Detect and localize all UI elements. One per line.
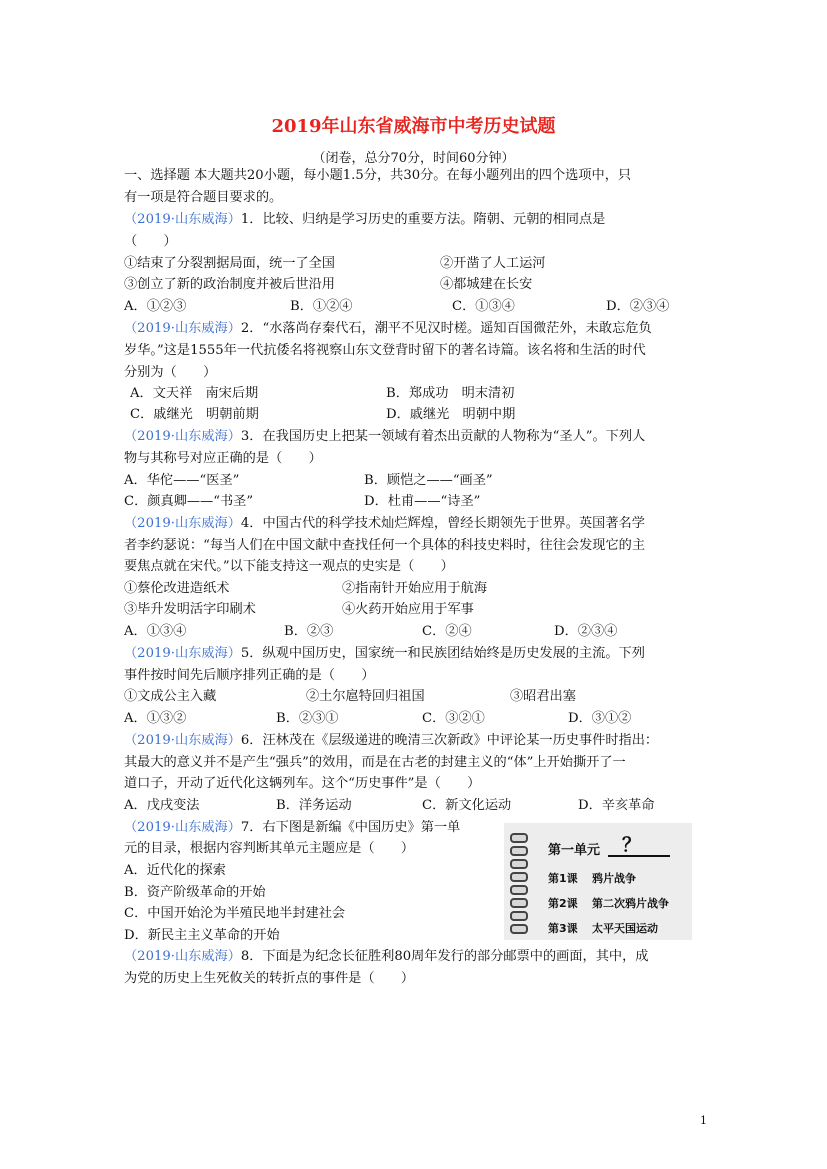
question-2-option-c: C．戚继光 明朝前期 (130, 407, 259, 422)
question-5-option-d: D．③①② (568, 711, 632, 726)
question-6-stem: （2019·山东威海）6．汪林茂在《层级递进的晚清三次新政》中评论某一历史事件时指出： (124, 733, 659, 748)
question-1-option-d: D．②③④ (606, 299, 670, 314)
question-6-stem: 其最大的意义并不是产生“强兵”的效用，而是在古老的封建主义的“体”上开始撕开了一 (124, 755, 626, 770)
question-6-option-c: C．新文化运动 (422, 798, 512, 813)
source-tag: （2019·山东威海） (124, 429, 241, 444)
question-2-stem: （2019·山东威海）2．“水落尚存秦代石，潮平不见汉时槎。遥知百国微茫外，未敢忘危负 (124, 321, 652, 336)
question-3-stem: （2019·山东威海）3．在我国历史上把某一领域有着杰出贡献的人物称为“圣人”。下列人 (124, 429, 646, 444)
question-7-option-d: D．新民主主义革命的开始 (124, 928, 280, 943)
lesson-3-title: 太平天国运动 (592, 922, 658, 935)
question-5-option-a: A．①③② (124, 711, 187, 726)
lesson-1-number: 第1课 (548, 872, 578, 885)
source-tag: （2019·山东威海） (124, 516, 241, 531)
question-5-item: ③昭君出塞 (510, 689, 576, 704)
question-4-item: ②指南针开始应用于航海 (342, 581, 488, 596)
source-tag: （2019·山东威海） (124, 733, 241, 748)
question-1-item: ①结束了分裂割据局面，统一了全国 (124, 256, 335, 271)
question-1-item: ②开凿了人工运河 (440, 256, 546, 271)
question-4-stem: 者李约瑟说：“每当人们在中国文献中查找任何一个具体的科技史料时，往往会发现它的主 (124, 538, 646, 553)
question-4-option-d: D．②③④ (554, 624, 618, 639)
question-4-stem: 要焦点就在宋代。”以下能支持这一观点的史实是（ ） (124, 559, 454, 574)
section-intro-line: 有一项是符合题目要求的。 (124, 190, 283, 205)
exam-info: （闭卷，总分70分，时间60分钟） (312, 151, 515, 166)
question-4-item: ③毕升发明活字印刷术 (124, 602, 256, 617)
question-8-stem: （2019·山东威海）8．下面是为纪念长征胜利80周年发行的部分邮票中的画面，其中，成 (124, 949, 649, 964)
textbook-contents-figure (504, 823, 692, 940)
lesson-3-number: 第3课 (548, 922, 578, 935)
lesson-1-title: 鸦片战争 (592, 872, 636, 885)
question-4-option-b: B．②③ (284, 624, 334, 639)
question-7-stem: 元的目录，根据内容判断其单元主题应是（ ） (124, 841, 415, 856)
question-5-stem: （2019·山东威海）5．纵观中国历史，国家统一和民族团结始终是历史发展的主流。下列 (124, 646, 645, 661)
question-7-stem: （2019·山东威海）7．右下图是新编《中国历史》第一单 (124, 820, 461, 835)
question-7-option-b: B．资产阶级革命的开始 (124, 885, 266, 900)
section-intro-line: 一、选择题 本大题共20小题，每小题1.5分，共30分。在每小题列出的四个选项中，只 (124, 168, 632, 183)
question-1-stem: （2019·山东威海）1．比较、归纳是学习历史的重要方法。隋朝、元朝的相同点是 (124, 212, 606, 227)
unit-blank-mark: ？ (622, 834, 642, 856)
question-2-option-a: A．文天祥 南宋后期 (130, 386, 259, 401)
question-3-option-c: C．颜真卿——“书圣” (124, 494, 254, 509)
question-4-option-a: A．①③④ (124, 624, 187, 639)
question-4-option-c: C．②④ (422, 624, 472, 639)
question-5-option-c: C．③②① (422, 711, 485, 726)
question-5-stem: 事件按时间先后顺序排列正确的是（ ） (124, 668, 375, 683)
lesson-2-number: 第2课 (548, 897, 578, 910)
question-8-stem: 为党的历史上生死攸关的转折点的事件是（ ） (124, 971, 415, 986)
page-number: 1 (700, 1114, 707, 1127)
question-7-option-c: C．中国开始沦为半殖民地半封建社会 (124, 906, 346, 921)
question-4-item: ④火药开始应用于军事 (342, 602, 474, 617)
question-5-item: ②土尔扈特回归祖国 (306, 689, 425, 704)
question-1-option-c: C．①③④ (452, 299, 515, 314)
lesson-2-title: 第二次鸦片战争 (592, 897, 669, 910)
question-4-stem: （2019·山东威海）4．中国古代的科学技术灿烂辉煌，曾经长期领先于世界。英国著名学 (124, 516, 645, 531)
question-7-option-a: A．近代化的探索 (124, 863, 226, 878)
question-5-item: ①文成公主入藏 (124, 689, 217, 704)
notebook-spiral (508, 829, 526, 937)
question-1-stem: （ ） (124, 234, 177, 249)
question-6-option-a: A．戊戌变法 (124, 798, 200, 813)
question-2-option-b: B．郑成功 明末清初 (386, 386, 515, 401)
question-6-option-d: D．辛亥革命 (578, 798, 655, 813)
source-tag: （2019·山东威海） (124, 949, 241, 964)
question-3-option-b: B．顾恺之——“画圣” (364, 473, 493, 488)
source-tag: （2019·山东威海） (124, 646, 241, 661)
question-1-item: ④都城建在长安 (440, 277, 533, 292)
question-3-option-d: D．杜甫——“诗圣” (364, 494, 481, 509)
question-3-stem: 物与其称号对应正确的是（ ） (124, 451, 322, 466)
question-2-stem: 岁华。”这是1555年一代抗倭名将视察山东文登背时留下的著名诗篇。该名将和生活的时代 (124, 343, 646, 358)
question-6-stem: 道口子，开动了近代化这辆列车。这个“历史事件”是（ ） (124, 776, 481, 791)
source-tag: （2019·山东威海） (124, 321, 241, 336)
question-1-item: ③创立了新的政治制度并被后世沿用 (124, 277, 335, 292)
source-tag: （2019·山东威海） (124, 212, 241, 227)
source-tag: （2019·山东威海） (124, 820, 241, 835)
question-2-option-d: D．戚继光 明朝中期 (386, 407, 516, 422)
unit-heading: 第一单元 (548, 843, 601, 858)
question-5-option-b: B．②③① (276, 711, 339, 726)
question-1-option-a: A．①②③ (124, 299, 187, 314)
question-2-stem: 分别为（ ） (124, 365, 217, 380)
question-1-option-b: B．①②④ (290, 299, 353, 314)
question-4-item: ①蔡伦改进造纸术 (124, 581, 230, 596)
question-6-option-b: B．洋务运动 (276, 798, 352, 813)
page-title: 2019年山东省威海市中考历史试题 (271, 116, 556, 137)
question-3-option-a: A．华佗——“医圣” (124, 473, 240, 488)
